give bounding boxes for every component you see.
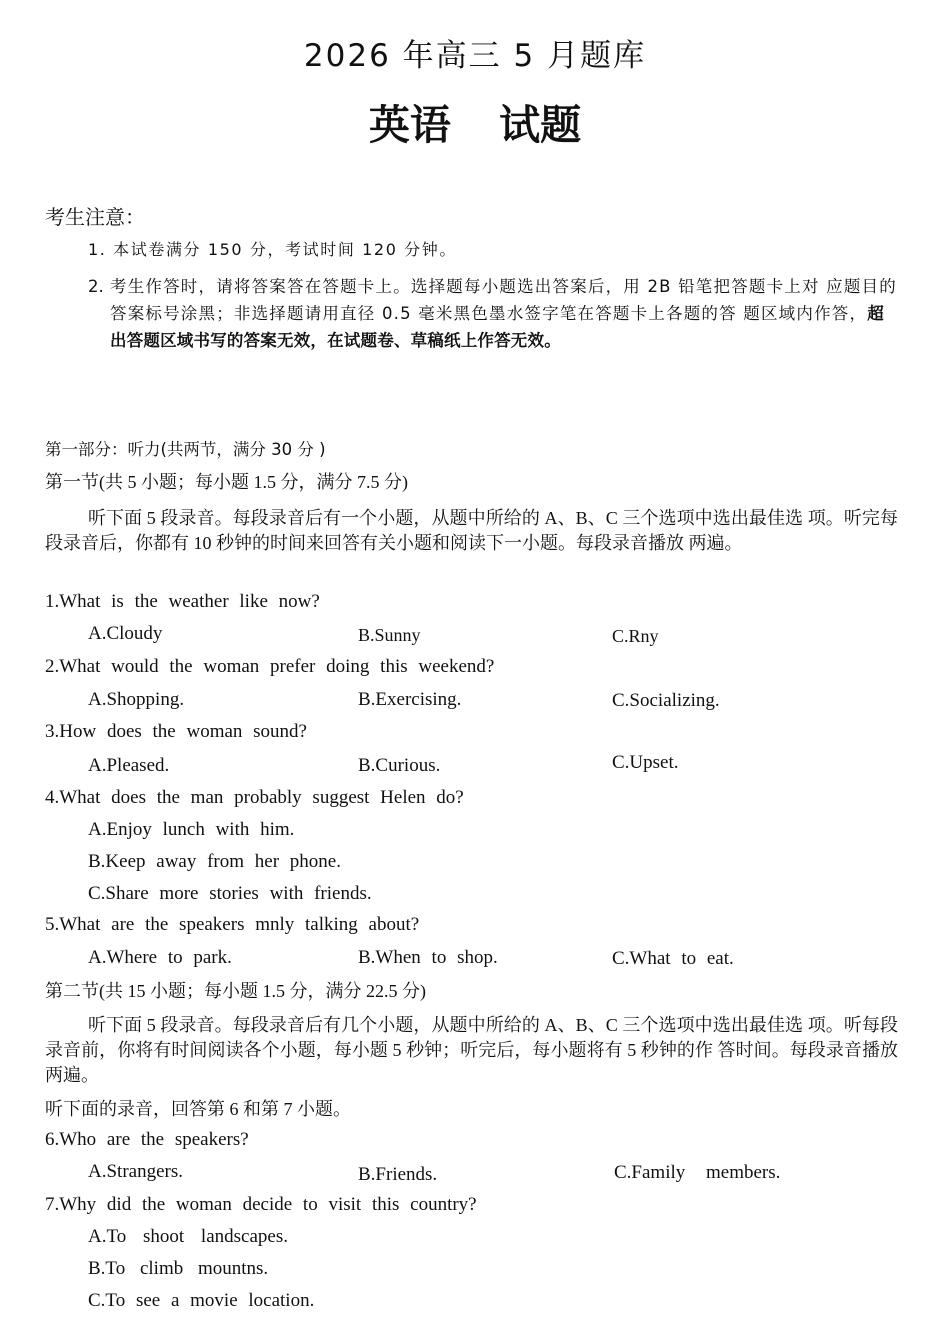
question-7-option-b: B.To climb mountns. [88,1258,269,1279]
question-5: 5.What are the speakers mnly talking about? [45,914,420,935]
part-1-heading: 第一部分：听力(共两节，满分 30 分 ) [45,440,326,459]
question-3: 3.How does the woman sound? [45,721,307,742]
exam-header-title: 2026 年高三 5 月题库 [303,38,647,74]
section-2-lead: 听下面的录音，回答第 6 和第 7 小题。 [45,1099,351,1119]
subject-title: 英语 试题 [368,101,582,149]
notice-heading: 考生注意： [45,205,145,229]
question-1: 1.What is the weather like now? [45,591,320,612]
notice-item-2-warning: 超出答题区域书写的答案无效，在试题卷、草稿纸上作答无效。 [110,304,884,350]
section-2-instructions: 听下面 5 段录音。每段录音后有几个小题，从题中所给的 A、B、C 三个选项中选出最佳选 项。听每段录音前，你将有时间阅读各个小题，每小题 5 秒钟；听完后，每小题将有 5 秒钟的作 答时间。每段录音播放两遍。 [45,1015,898,1085]
question-4-option-c: C.Share more stories with friends. [88,883,372,904]
question-5-option-b: B.When to shop. [358,947,498,968]
notice-item-2 [88,273,898,354]
section-1-heading: 第一节(共 5 小题；每小题 1.5 分，满分 7.5 分) [45,472,408,492]
question-6-option-b: B.Friends. [358,1164,438,1185]
question-3-option-b: B.Curious. [358,755,441,776]
question-4-option-b: B.Keep away from her phone. [88,851,341,872]
question-6-option-c: C.Family members. [614,1162,781,1183]
notice-item-1: 1. 本试卷满分 150 分，考试时间 120 分钟。 [88,240,457,259]
question-5-option-c: C.What to eat. [612,948,734,969]
question-6-option-a: A.Strangers. [88,1161,183,1182]
question-6: 6.Who are the speakers? [45,1129,249,1150]
notice-item-2-text: 考生作答时，请将答案答在答题卡上。选择题每小题选出答案后，用 2B 铅笔把答题卡上对 应题目的答案标号涂黑；非选择题请用直径 0.5 毫米黑色墨水签字笔在答题卡上各题的答 题区域内作答， [110,277,897,323]
question-2-option-a: A.Shopping. [88,689,185,710]
question-7-option-c: C.To see a movie location. [88,1290,315,1311]
question-7: 7.Why did the woman decide to visit this country? [45,1194,477,1215]
notice-item-2-number: 2. [88,277,104,296]
section-2-heading: 第二节(共 15 小题；每小题 1.5 分，满分 22.5 分) [45,981,426,1001]
question-7-option-a: A.To shoot landscapes. [88,1226,288,1247]
question-1-option-b: B.Sunny [358,625,421,645]
question-4-option-a: A.Enjoy lunch with him. [88,819,295,840]
question-2-option-b: B.Exercising. [358,689,462,710]
question-4: 4.What does the man probably suggest Helen do? [45,787,464,808]
question-2-option-c: C.Socializing. [612,690,720,711]
question-1-option-a: A.Cloudy [88,623,163,644]
question-3-option-c: C.Upset. [612,752,679,773]
question-1-option-c: C.Rny [612,626,659,646]
question-3-option-a: A.Pleased. [88,755,170,776]
question-5-option-a: A.Where to park. [88,947,232,968]
section-1-instructions: 听下面 5 段录音。每段录音后有一个小题，从题中所给的 A、B、C 三个选项中选出最佳选 项。听完每段录音后，你都有 10 秒钟的时间来回答有关小题和阅读下一小题。每段录音播放 两遍。 [45,508,898,553]
question-2: 2.What would the woman prefer doing this weekend? [45,656,495,677]
